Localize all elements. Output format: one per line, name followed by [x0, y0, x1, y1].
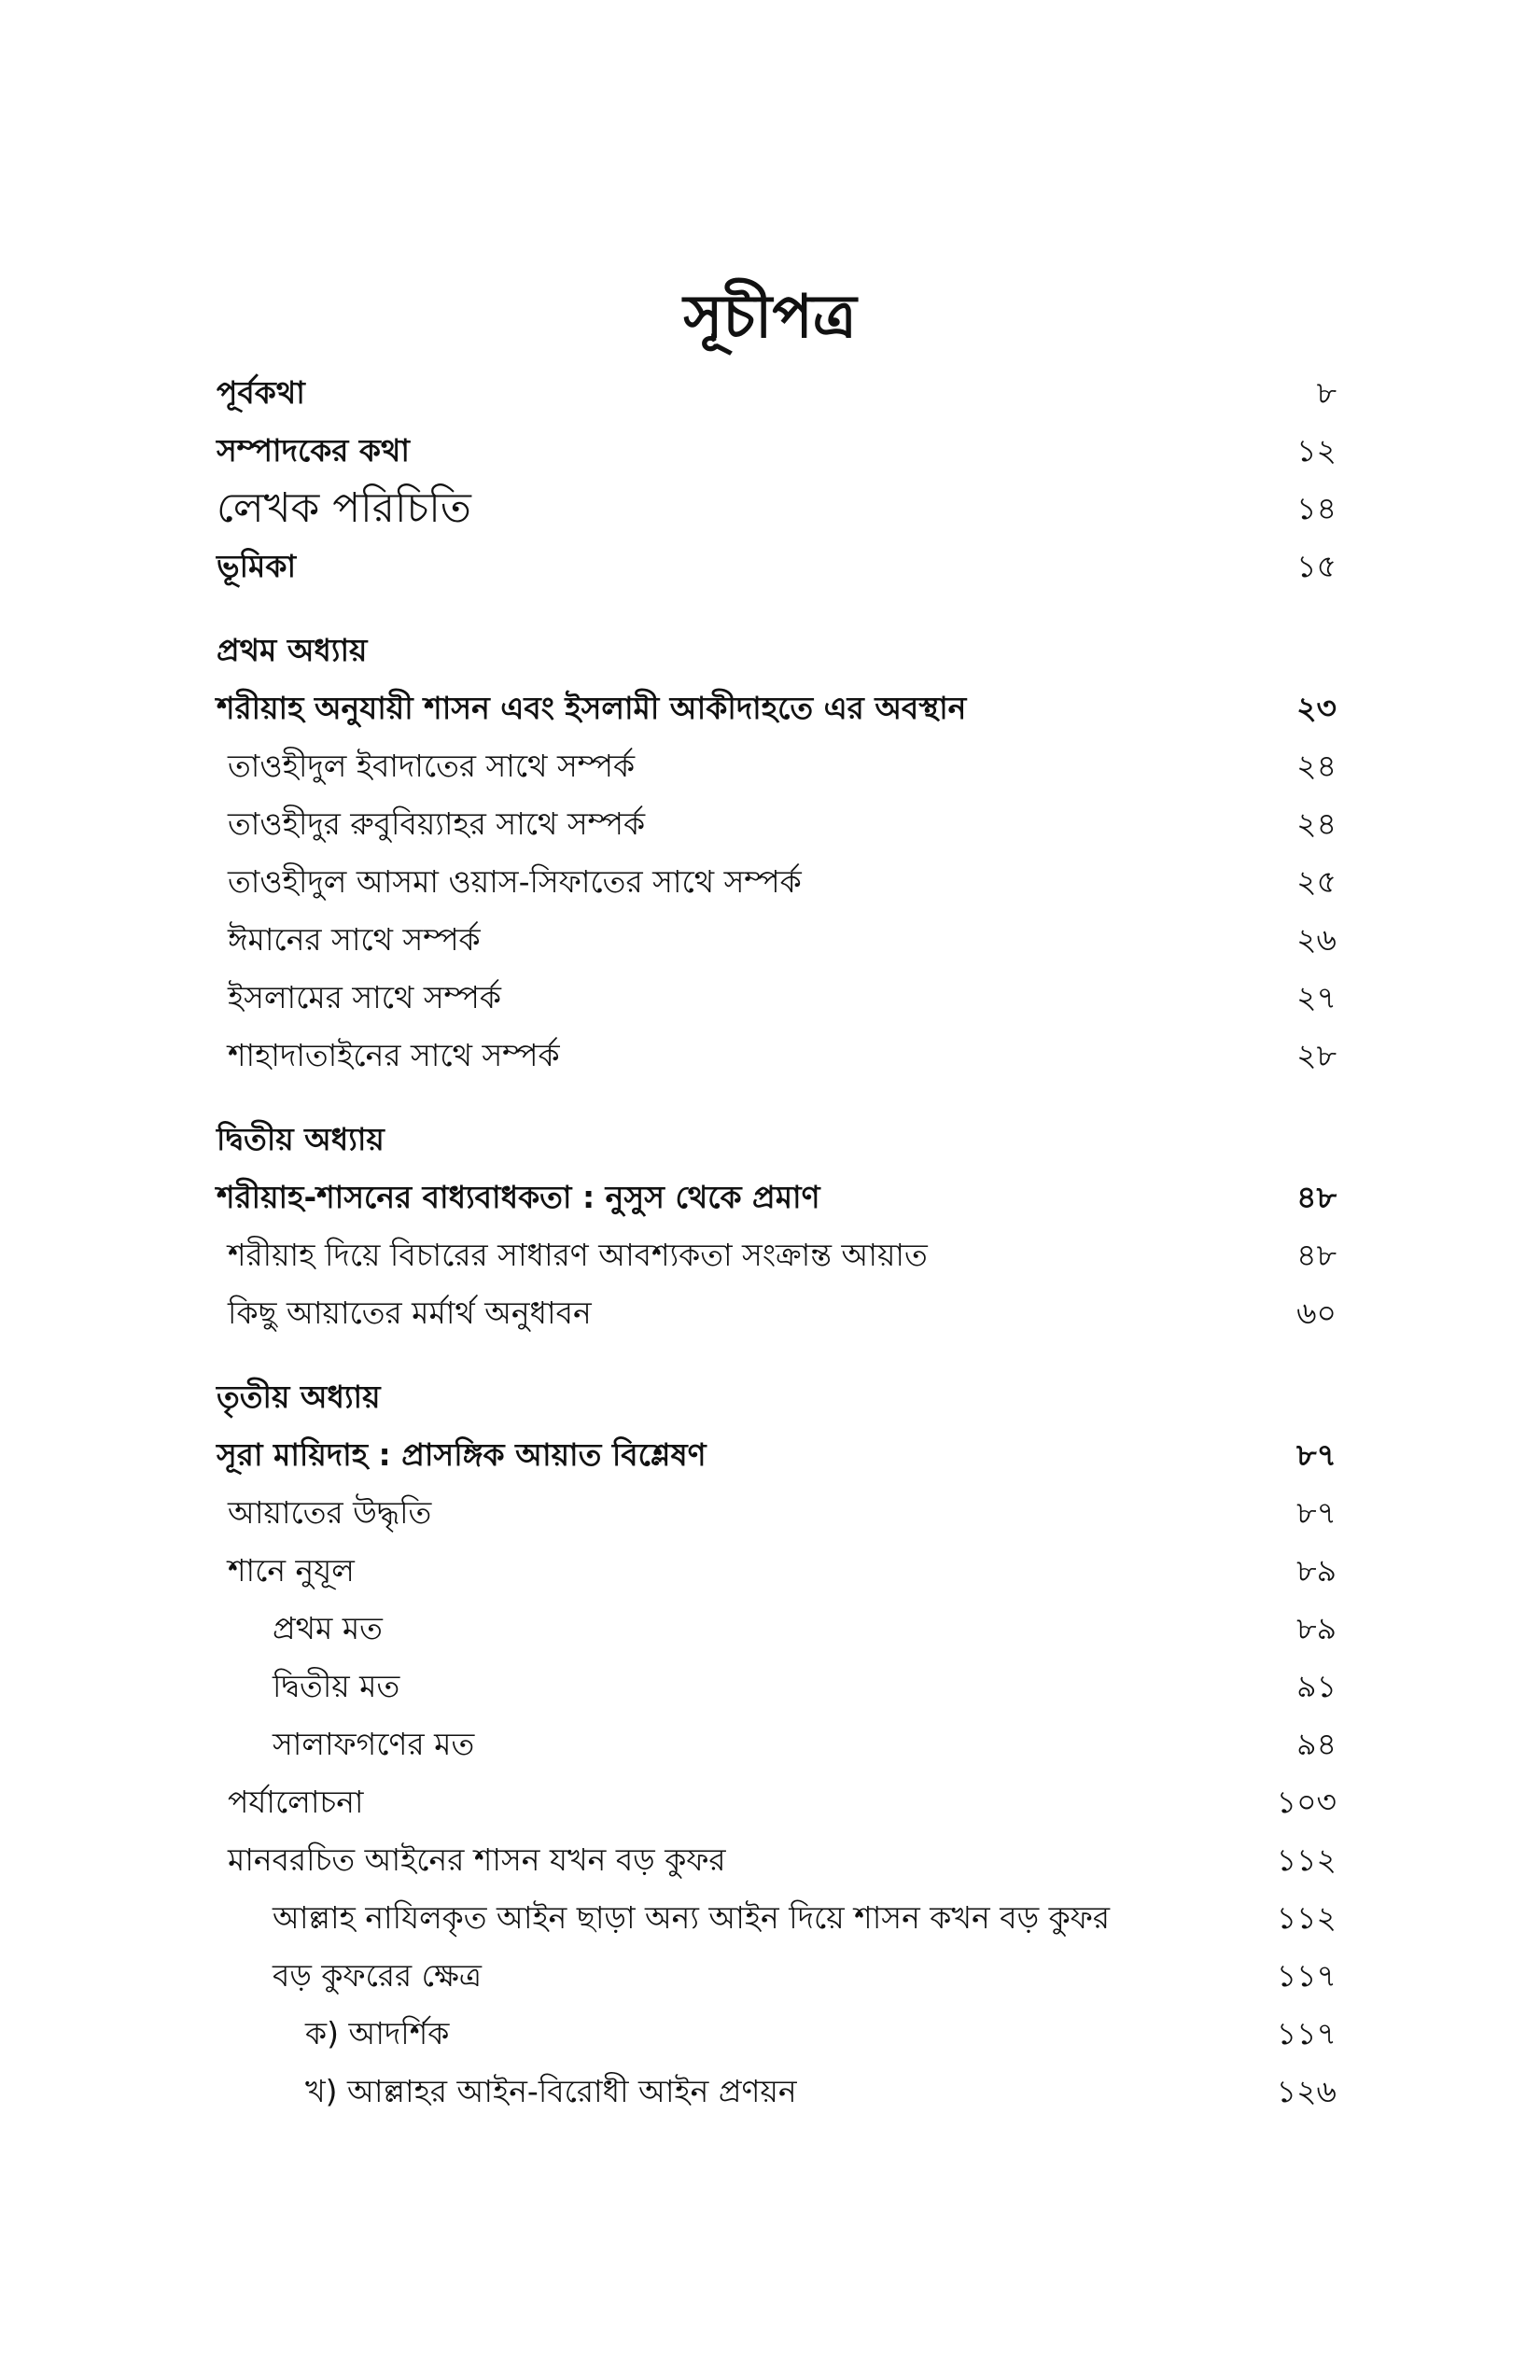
chapter-name: [217, 1368, 1337, 1426]
entry-title: পূর্বকথা: [217, 374, 305, 411]
toc-entry: [217, 2063, 1337, 2121]
entry-title: আল্লাহ নাযিলকৃত আইন ছাড়া অন্য আইন দিয়ে শাসন কখন বড় কুফর: [273, 1899, 1110, 1936]
page-number: ৮৭: [1296, 1436, 1337, 1473]
entry-title: শানে নুযূল: [228, 1552, 355, 1589]
entry-title: ভূমিকা: [217, 548, 297, 584]
toc-entry: [217, 1715, 1337, 1773]
toc-entry: [217, 911, 1337, 969]
toc-entry: [217, 2005, 1337, 2063]
entry-title: কিছু আয়াতের মর্মার্থ অনুধাবন: [228, 1295, 592, 1331]
entry-title: পর্যালোচনা: [228, 1784, 364, 1820]
toc-entry: [217, 1600, 1337, 1658]
page-number: ১০৩: [1276, 1784, 1337, 1820]
page-number: ৮: [1316, 374, 1337, 411]
entry-title: দ্বিতীয় অধ্যায়: [217, 1121, 385, 1157]
entry-title: ক) আদর্শিক: [305, 2015, 450, 2051]
toc-entry: [217, 1027, 1337, 1085]
entry-title: শাহাদাতাইনের সাথে সম্পর্ক: [228, 1037, 560, 1073]
toc-entry: [217, 1889, 1337, 1947]
page-number: ২৫: [1296, 863, 1337, 900]
toc-entry: [217, 1484, 1337, 1542]
entry-title: শরীয়াহ অনুযায়ী শাসন এবং ইসলামী আকীদাহতে এর অবস্থান: [217, 690, 967, 726]
entry-title: সম্পাদকের কথা: [217, 432, 410, 469]
toc-entry: [217, 1542, 1337, 1600]
page-number: ২৪: [1296, 805, 1337, 842]
page-number: ১২৬: [1276, 2073, 1337, 2109]
page-number: ৪৮: [1296, 1237, 1337, 1273]
page-number: ২৭: [1296, 979, 1337, 1015]
toc-entry: [217, 853, 1337, 911]
toc-entry: [217, 737, 1337, 795]
page-number: ৯১: [1296, 1668, 1337, 1704]
entry-title: শরীয়াহ দিয়ে বিচারের সাধারণ আবশ্যকতা সংক্রান্ত আয়াত: [228, 1237, 928, 1273]
chapter-name: [217, 622, 1337, 679]
front-matter-entry: [217, 364, 1337, 422]
toc-entry: [217, 1658, 1337, 1715]
entry-title: ইসলামের সাথে সম্পর্ক: [228, 979, 501, 1015]
page-number: ৮৯: [1296, 1610, 1337, 1646]
entry-title: প্রথম অধ্যায়: [217, 632, 368, 668]
page-number: ২৪: [1296, 748, 1337, 784]
page-number: ১১২: [1276, 1841, 1337, 1878]
entry-title: মানবরচিত আইনের শাসন যখন বড় কুফর: [228, 1841, 726, 1878]
entry-title: খ) আল্লাহর আইন-বিরোধী আইন প্রণয়ন: [305, 2073, 797, 2109]
page-number: ১৪: [1296, 490, 1337, 526]
page-title: সূচীপত্র: [683, 283, 857, 352]
page-number: ১২: [1296, 432, 1337, 469]
entry-title: ঈমানের সাথে সম্পর্ক: [228, 921, 481, 958]
front-matter-entry: [217, 480, 1337, 538]
chapter-heading: [217, 1426, 1337, 1484]
front-matter-entry: [217, 422, 1337, 480]
page-number: ১১২: [1276, 1899, 1337, 1936]
entry-title: সালাফগণের মত: [273, 1726, 475, 1762]
toc-entry: [217, 969, 1337, 1027]
entry-title: তাওহীদুর রুবুবিয়্যাহর সাথে সম্পর্ক: [228, 805, 646, 842]
page-number: ১১৭: [1276, 2015, 1337, 2051]
toc-entry: [217, 1284, 1337, 1342]
chapter-heading: [217, 679, 1337, 737]
page-number: ১১৭: [1276, 1957, 1337, 1994]
chapter-heading: [217, 1169, 1337, 1226]
entry-title: তাওহীদুল আসমা ওয়াস-সিফাতের সাথে সম্পর্ক: [228, 863, 802, 900]
page-number: ২৮: [1296, 1037, 1337, 1073]
entry-title: দ্বিতীয় মত: [273, 1668, 400, 1704]
toc-entry: [217, 1831, 1337, 1889]
entry-title: বড় কুফরের ক্ষেত্র: [273, 1957, 483, 1994]
entry-title: প্রথম মত: [273, 1610, 383, 1646]
chapter-name: [217, 1111, 1337, 1169]
page-number: ৯৪: [1296, 1726, 1337, 1762]
page-number: ১৫: [1296, 548, 1337, 584]
entry-title: তাওহীদুল ইবাদাতের সাথে সম্পর্ক: [228, 748, 636, 784]
toc-entry: [217, 795, 1337, 853]
toc-entry: [217, 1947, 1337, 2005]
entry-title: তৃতীয় অধ্যায়: [217, 1379, 381, 1415]
page-number: ২৬: [1296, 921, 1337, 958]
entry-title: আয়াতের উদ্ধৃতি: [228, 1494, 432, 1531]
page-number: ২৩: [1296, 690, 1337, 726]
entry-title: শরীয়াহ-শাসনের বাধ্যবাধকতা : নুসুস থেকে প্রমাণ: [217, 1179, 820, 1215]
page-number: ৮৯: [1296, 1552, 1337, 1589]
toc-entry: [217, 1773, 1337, 1831]
table-of-contents: [217, 364, 1337, 2121]
page-number: ৮৭: [1296, 1494, 1337, 1531]
toc-entry: [217, 1226, 1337, 1284]
page-number: ৬০: [1296, 1295, 1337, 1331]
entry-title: সূরা মায়িদাহ : প্রাসঙ্গিক আয়াত বিশ্লেষণ: [217, 1436, 707, 1473]
page-number: ৪৮: [1296, 1179, 1337, 1215]
entry-title: লেখক পরিচিতি: [217, 484, 471, 532]
front-matter-entry: [217, 538, 1337, 595]
